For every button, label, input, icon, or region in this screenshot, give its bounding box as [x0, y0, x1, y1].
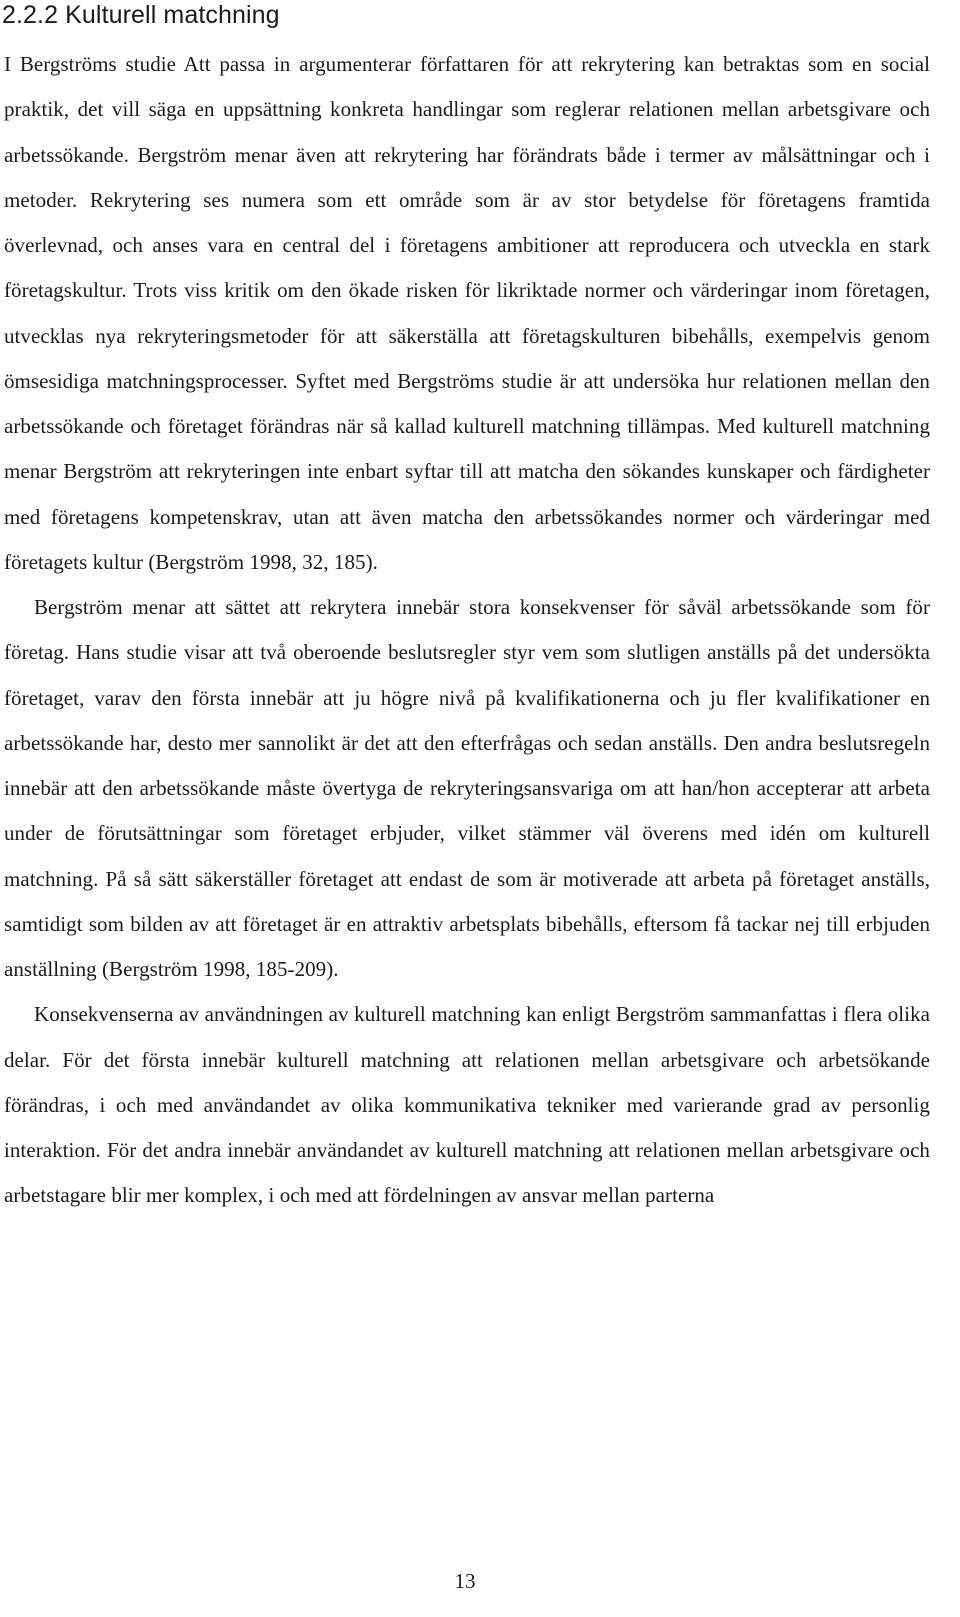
paragraph-1: I Bergströms studie Att passa in argumenterar författaren för att rekrytering kan betraktas som en social praktik, det vill säga en uppsättning konkreta handlingar som reglerar relationen mellan arbetsgivare och arbetssökande. Bergström menar även att rekrytering har förändrats både i termer av målsättningar och i metoder. Rekrytering ses numera som ett område som är av stor betydelse för företagens framtida överlevnad, och anses vara en central del i företagens ambitioner att reproducera och utveckla en stark företagskultur. Trots viss kritik om den ökade risken för likriktade normer och värderingar inom företagen, utvecklas nya rekryteringsmetoder för att säkerställa att företagskulturen bibehålls, exempelvis genom ömsesidiga matchningsprocesser. Syftet med Bergströms studie är att undersöka hur relationen mellan den arbetssökande och företaget förändras när så kallad kulturell matchning tillämpas. Med kulturell matchning menar Bergström att rekryteringen inte enbart syftar till att matcha den sökandes kunskaper och färdigheter med företagens kompetenskrav, utan att även matcha den arbetssökandes normer och värderingar med företagets kultur (Bergström 1998, 32, 185). — [4, 52, 930, 574]
page-number: 13 — [454, 1569, 476, 1593]
section-heading: 2.2.2 Kulturell matchning — [2, 1, 280, 29]
paragraph-3: Konsekvenserna av användningen av kulturell matchning kan enligt Bergström sammanfattas i flera olika delar. För det första innebär kulturell matchning att relationen mellan arbetsgivare och arbetsökande förändras, i och med användandet av olika kommunikativa tekniker med varierande grad av personlig interaktion. För det andra innebär användandet av kulturell matchning att relationen mellan arbetsgivare och arbetstagare blir mer komplex, i och med att fördelningen av ansvar mellan parterna — [4, 1002, 930, 1208]
paragraph-2: Bergström menar att sättet att rekrytera innebär stora konsekvenser för såväl arbetssökande som för företag. Hans studie visar att två oberoende beslutsregler styr vem som slutligen anställs på det undersökta företaget, varav den första innebär att ju högre nivå på kvalifikationerna och ju fler kvalifikationer en arbetssökande har, desto mer sannolikt är det att den efterfrågas och sedan anställs. Den andra beslutsregeln innebär att den arbetssökande måste övertyga de rekryteringsansvariga om att han/hon accepterar att arbeta under de förutsättningar som företaget erbjuder, vilket stämmer väl överens med idén om kulturell matchning. På så sätt säkerställer företaget att endast de som är motiverade att arbeta på företaget anställs, samtidigt som bilden av att företaget är en attraktiv arbetsplats bibehålls, eftersom få tackar nej till erbjuden anställning (Bergström 1998, 185-209). — [4, 595, 930, 981]
body-text — [4, 42, 930, 1219]
